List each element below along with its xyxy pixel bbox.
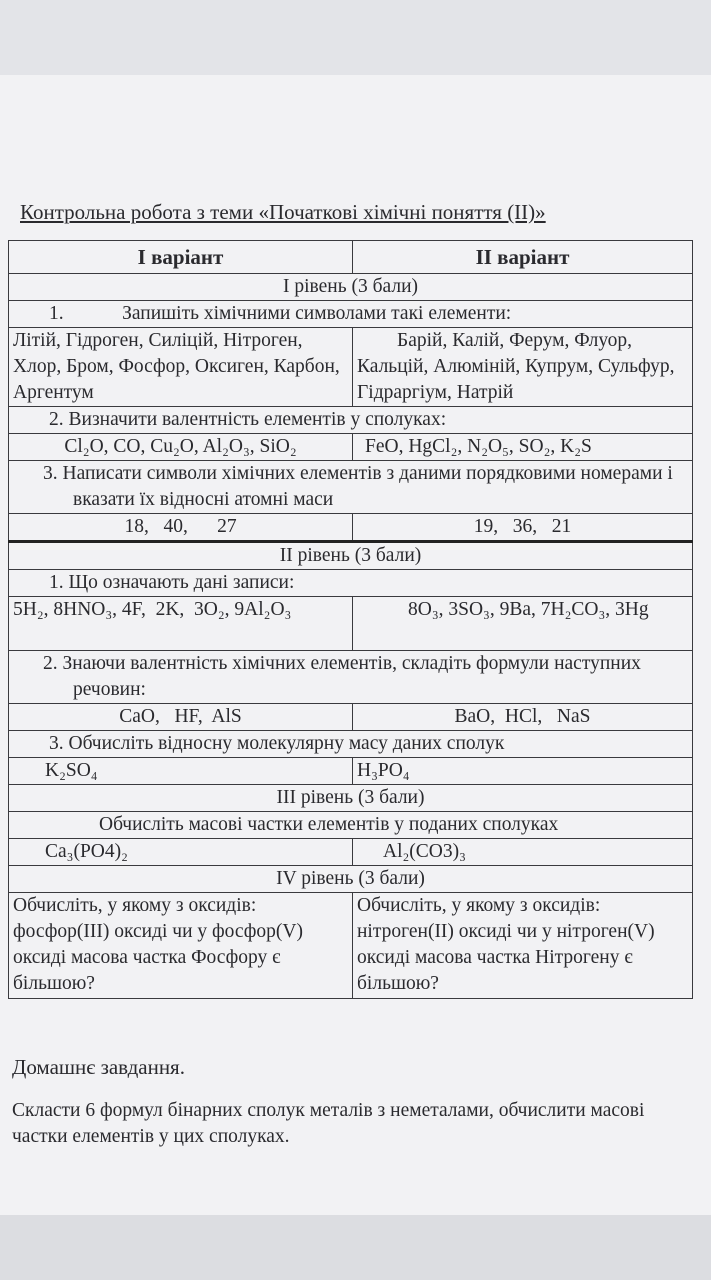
level-1-question-1: 1. Запишіть хімічними символами такі елементи: xyxy=(9,301,693,328)
level-2-question-2: 2. Знаючи валентність хімічних елементів, складіть формули наступних речовин: xyxy=(9,651,693,704)
level-3-question: Обчисліть масові частки елементів у поданих сполуках xyxy=(9,812,693,839)
level-1-question-3: 3. Написати символи хімічних елементів з даними порядковими номерами і вказати їх відносні атомні маси xyxy=(9,461,693,514)
level-1-q1-variant-1: Літій, Гідроген, Силіцій, Нітроген, Хлор, Бром, Фосфор, Оксиген, Карбон, Аргентум xyxy=(9,328,353,407)
level-2-question-3: 3. Обчисліть відносну молекулярну масу даних сполук xyxy=(9,731,693,758)
homework-text: Скласти 6 формул бінарних сполук металів з неметалами, обчислити масові частки елементів у цих сполуках. xyxy=(12,1100,645,1147)
level-4-heading: IV рівень (3 бали) xyxy=(9,866,693,893)
variant-2-header: II варіант xyxy=(353,241,693,274)
homework-title: Домашнє завдання. xyxy=(12,1055,185,1079)
level-1-q3-variant-2: 19, 36, 21 xyxy=(353,514,693,542)
level-4-variant-1: Обчисліть, у якому з оксидів: фосфор(III) оксиді чи у фосфор(V) оксиді масова частка Фосфору є більшою? xyxy=(9,893,353,999)
level-3-variant-1: Ca₃(PO4)₂ xyxy=(9,839,353,866)
level-3-variant-2: Al₂(CO3)₃ xyxy=(353,839,693,866)
document-title: Контрольна робота з теми «Початкові хімічні поняття (II)» xyxy=(20,200,546,224)
level-2-question-1: 1. Що означають дані записи: xyxy=(9,570,693,597)
level-2-q1-variant-1: 5H₂, 8HNO₃, 4F, 2K, 3O₂, 9Al₂O₃ xyxy=(9,597,353,651)
level-2-q3-variant-1: K₂SO₄ xyxy=(9,758,353,785)
level-1-q2-variant-2: FeO, HgCl₂, N₂O₅, SO₂, K₂S xyxy=(353,434,693,461)
level-2-q3-variant-2: H₃PO₄ xyxy=(353,758,693,785)
level-1-q3-variant-1: 18, 40, 27 xyxy=(9,514,353,542)
level-4-variant-2: Обчисліть, у якому з оксидів: нітроген(II) оксиді чи у нітроген(V) оксиді масова частка Нітрогену є більшою? xyxy=(353,893,693,999)
level-2-q1-variant-2: 8O₃, 3SO₃, 9Ba, 7H₂CO₃, 3Hg xyxy=(353,597,693,651)
level-1-question-2: 2. Визначити валентність елементів у сполуках: xyxy=(9,407,693,434)
level-3-heading: III рівень (3 бали) xyxy=(9,785,693,812)
background-surface xyxy=(0,1215,711,1280)
variant-1-header: I варіант xyxy=(9,241,353,274)
level-1-heading: I рівень (3 бали) xyxy=(9,274,693,301)
level-2-heading: II рівень (3 бали) xyxy=(9,542,693,570)
level-1-q2-variant-1: Cl₂O, CO, Cu₂O, Al₂O₃, SiO₂ xyxy=(9,434,353,461)
level-1-q1-variant-2: Барій, Калій, Ферум, Флуор, Кальцій, Алюміній, Купрум, Сульфур, Гідраргіум, Натрій xyxy=(353,328,693,407)
level-2-q2-variant-1: CaO, HF, AlS xyxy=(9,704,353,731)
level-2-q2-variant-2: BaO, HCl, NaS xyxy=(353,704,693,731)
test-table xyxy=(8,240,693,999)
